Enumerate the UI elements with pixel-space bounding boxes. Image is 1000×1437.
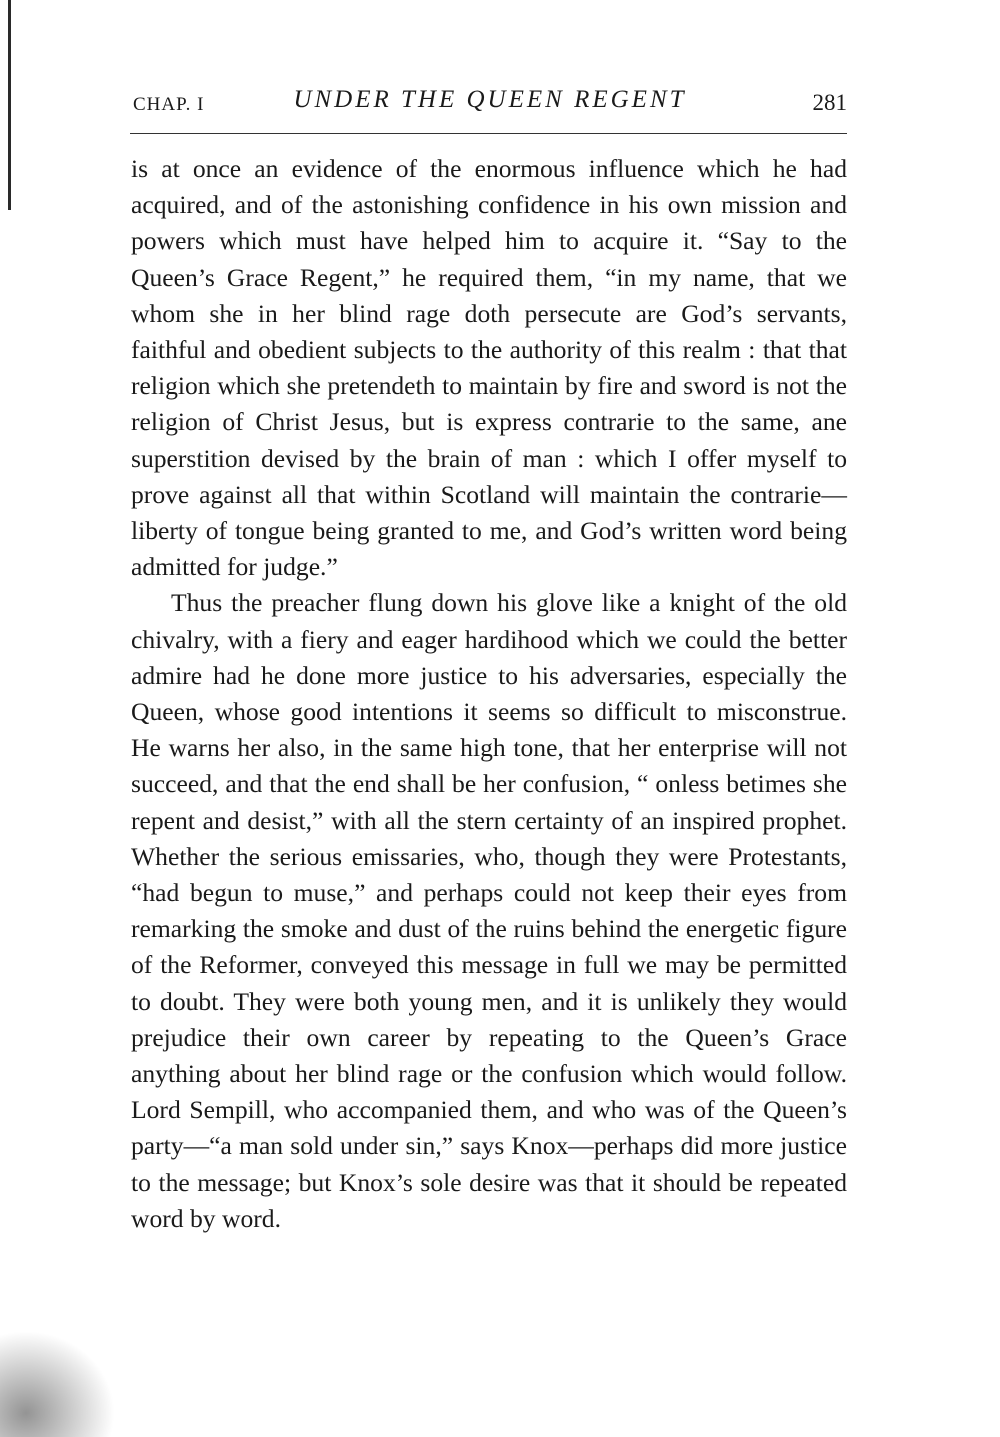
running-head <box>133 86 847 120</box>
chapter-label: CHAP. I <box>133 94 205 115</box>
header-rule <box>130 133 847 134</box>
scan-corner-smudge <box>0 1317 130 1437</box>
page-number: 281 <box>812 90 847 115</box>
body-text <box>131 151 847 1237</box>
paragraph: Thus the preacher flung down his glove like a knight of the old chivalry, with a fiery and eager hardihood which we could the better admire had he done more justice to his adversaries, especially the Queen, whose good intentions it seems so difficult to misconstrue. He warns her also, in the same high tone, that her enterprise will not succeed, and that the end shall be her confusion, “ onless betimes she repent and desist,” with all the stern certainty of an inspired prophet. Whether the serious emissaries, who, though they were Protestants, “had begun to muse,” and perhaps could not keep their eyes from remarking the smoke and dust of the ruins behind the energetic figure of the Reformer, conveyed this message in full we may be permitted to doubt. They were both young men, and it is unlikely they would prejudice their own career by repeating to the Queen’s Grace anything about her blind rage or the confusion which would follow. Lord Sempill, who accompanied them, and who was of the Queen’s party—“a man sold under sin,” says Knox—perhaps did more justice to the message; but Knox’s sole desire was that it should be repeated word by word. <box>131 588 847 1233</box>
paragraph-continued: is at once an evidence of the enormous influence which he had acquired, and of the astonishing confidence in his own mission and powers which must have helped him to acquire it. “Say to the Queen’s Grace Regent,” he required them, “in my name, that we whom she in her blind rage doth persecute are God’s servants, faithful and obedient subjects to the authority of this realm : that that religion which she pretendeth to maintain by fire and sword is not the religion of Christ Jesus, but is express contrarie to the same, ane superstition devised by the brain of man : which I offer myself to prove against all that within Scotland will maintain the contrarie—liberty of tongue being granted to me, and God’s written word being admitted for judge.” <box>131 154 847 582</box>
running-title: UNDER THE QUEEN REGENT <box>293 86 687 113</box>
scan-edge-shadow <box>8 0 11 210</box>
